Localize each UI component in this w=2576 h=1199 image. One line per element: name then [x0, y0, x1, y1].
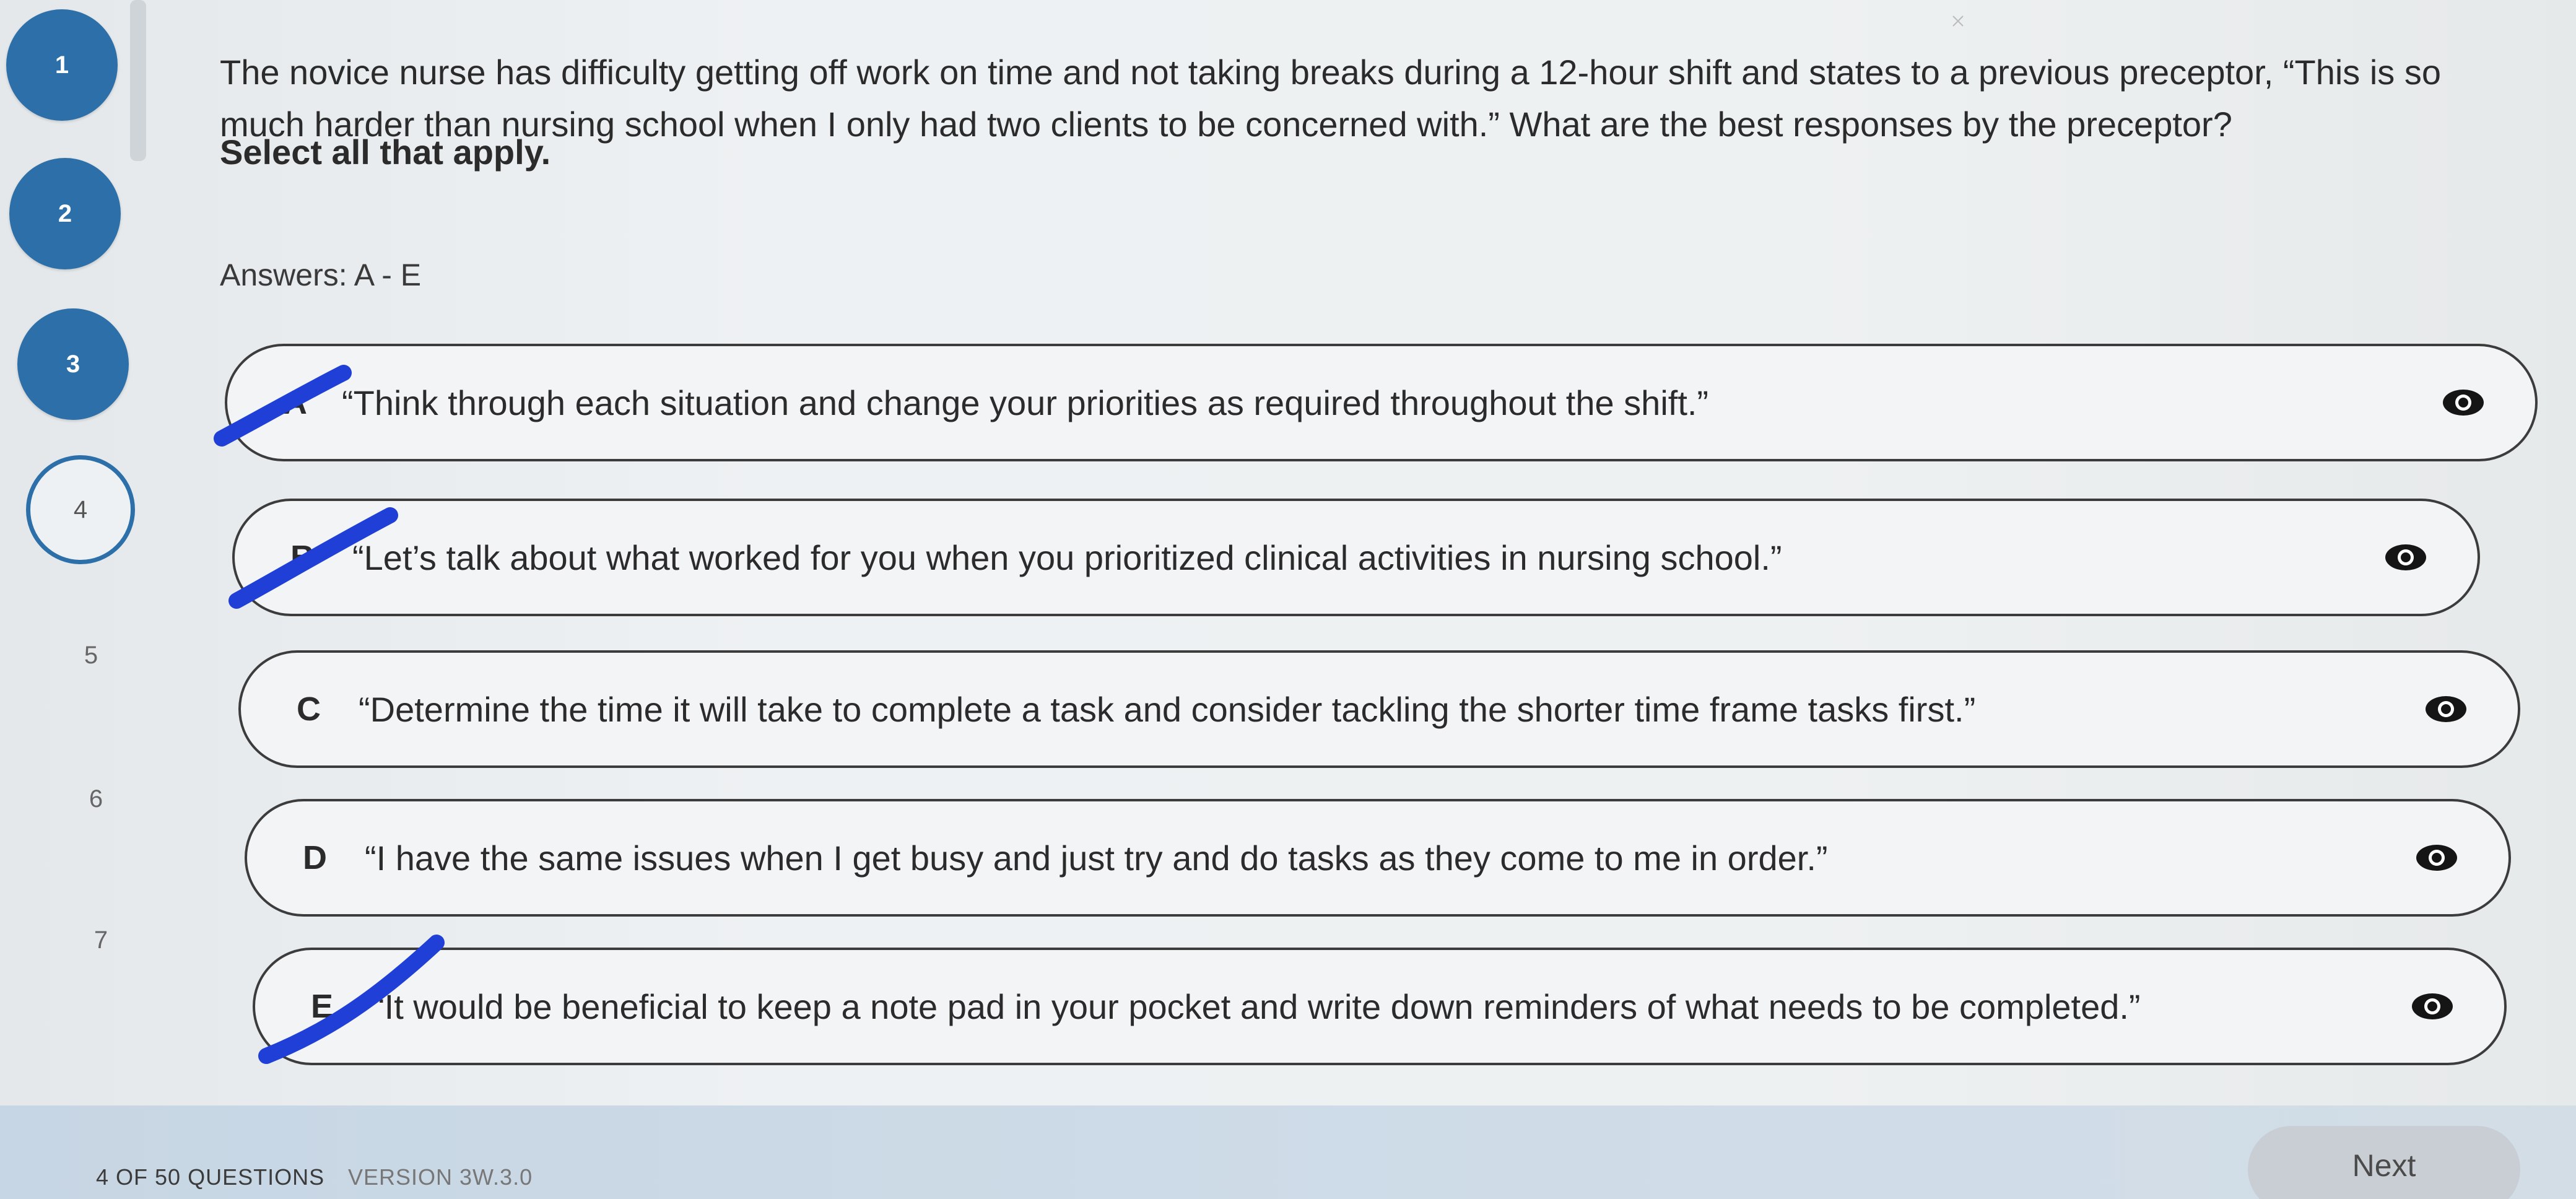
close-icon[interactable] [1951, 14, 1965, 28]
option-letter: C [297, 691, 321, 728]
option-text: “Think through each situation and change your priorities as required throughout the shift.” [342, 383, 1709, 422]
question-count: 4 OF 50 QUESTIONS [96, 1164, 325, 1190]
option-text: “It would be beneficial to keep a note pad in your pocket and write down reminders of what needs to be completed.” [373, 987, 2141, 1026]
nav-question-3[interactable]: 3 [17, 308, 129, 420]
option-letter: B [290, 539, 315, 576]
option-a[interactable] [225, 344, 2538, 461]
nav-question-6[interactable]: 6 [89, 785, 103, 813]
option-letter: E [311, 988, 334, 1025]
eye-icon[interactable] [2410, 991, 2455, 1022]
nav-question-1[interactable]: 1 [6, 9, 118, 121]
eye-icon[interactable] [2414, 842, 2459, 873]
option-b[interactable] [232, 499, 2480, 616]
option-text: “Determine the time it will take to complete a task and consider tackling the shorter time frame tasks first.” [359, 689, 1976, 729]
option-c[interactable] [238, 650, 2520, 768]
option-letter: A [283, 384, 307, 421]
option-letter: D [303, 839, 327, 876]
eye-icon[interactable] [2383, 542, 2428, 573]
option-e[interactable] [253, 948, 2507, 1065]
question-instruction: Select all that apply. [220, 133, 551, 172]
answers-label: Answers: A - E [220, 258, 422, 292]
nav-question-5[interactable]: 5 [84, 641, 98, 669]
option-text: “I have the same issues when I get busy and just try and do tasks as they come to me in order.” [365, 838, 1828, 878]
nav-question-4-current[interactable]: 4 [26, 455, 135, 564]
next-button[interactable]: Next [2248, 1126, 2520, 1199]
eye-icon[interactable] [2441, 387, 2486, 418]
nav-question-2[interactable]: 2 [9, 158, 121, 269]
question-text: The novice nurse has difficulty getting off work on time and not taking breaks during a 12-hour shift and states to a previous preceptor, “This is so much harder than nursing school when I only had two clients to be concerned with.” What are the best responses by the preceptor? [220, 53, 2442, 144]
version-label: VERSION 3W.3.0 [348, 1164, 533, 1190]
option-d[interactable] [245, 799, 2511, 917]
eye-icon[interactable] [2424, 694, 2468, 725]
option-text: “Let’s talk about what worked for you when you prioritized clinical activities in nursing school.” [352, 538, 1782, 577]
navigator-scrollbar[interactable] [130, 0, 146, 161]
footer-bar [0, 1105, 2576, 1199]
nav-question-7[interactable]: 7 [94, 926, 108, 954]
